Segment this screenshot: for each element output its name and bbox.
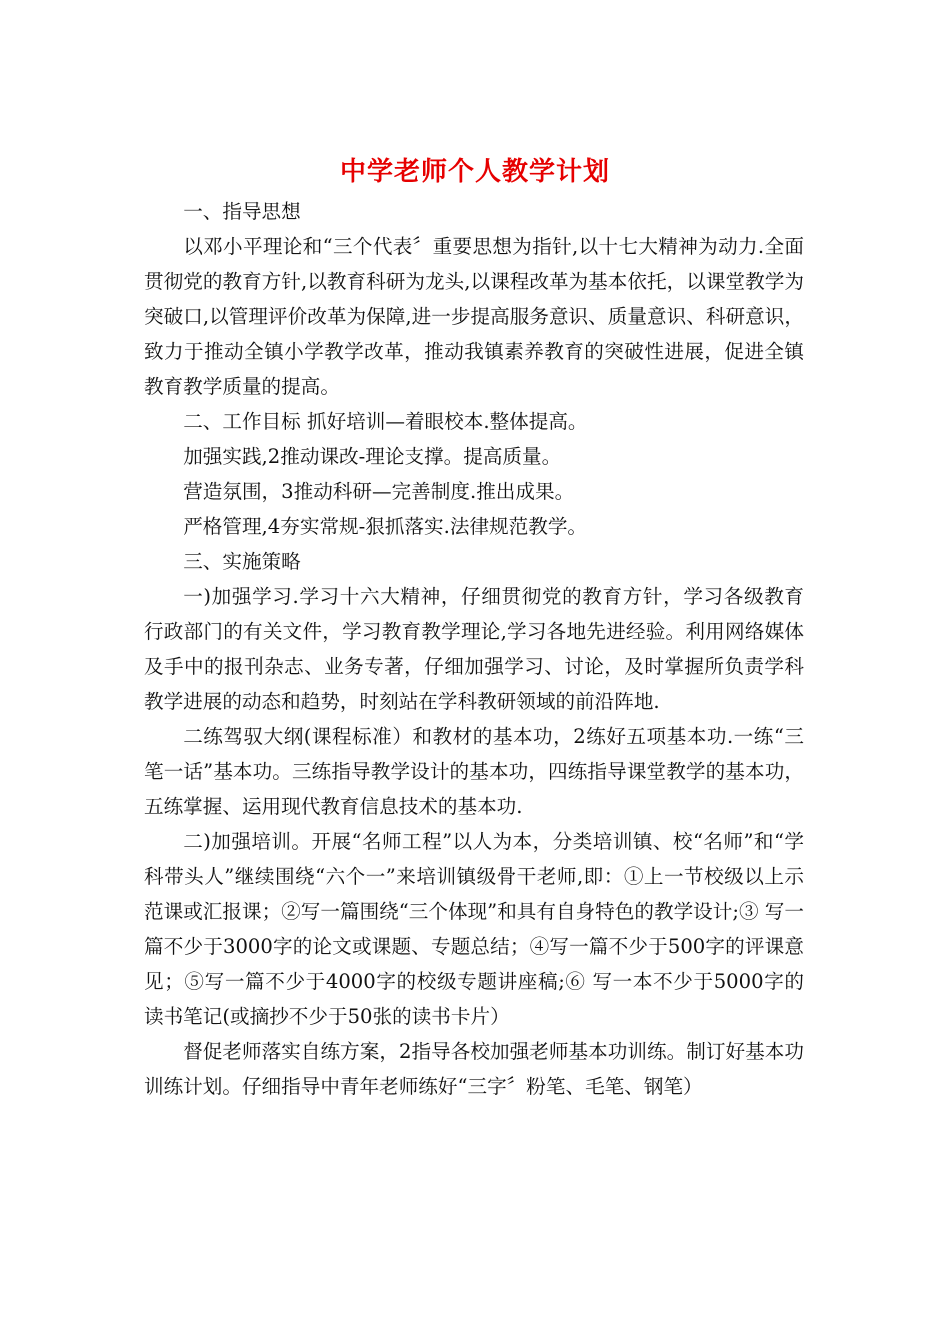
paragraph-self-practice: 督促老师落实自练方案，2指导各校加强老师基本功训练。制订好基本功训练计划。仔细指导中青年老师练好“三字〞粉笔、毛笔、钢笔） bbox=[144, 1040, 804, 1098]
goal-item-2: 加强实践,2推动课改-理论支撑。提高质量。 bbox=[183, 445, 562, 468]
paragraph-strengthen-study: 一)加强学习.学习十六大精神，仔细贯彻党的教育方针，学习各级教育行政部门的有关文件，学习教育教学理论,学习各地先进经验。利用网络媒体及手中的报刊杂志、业务专著，仔细加强学习、讨论，及时掌握所负责学科教学进展的动态和趋势，时刻站在学科教研领域的前沿阵地. bbox=[144, 585, 804, 713]
paragraph-basic-skills: 二练驾驭大纲(课程标准）和教材的基本功，2练好五项基本功.一练“三笔一话”基本功。三练指导教学设计的基本功，四练指导课堂教学的基本功，五练掌握、运用现代教育信息技术的基本功. bbox=[144, 725, 804, 818]
document-title: 中学老师个人教学计划 bbox=[339, 157, 610, 187]
paragraph-strengthen-training: 二)加强培训。开展“名师工程”以人为本，分类培训镇、校“名师”和“学科带头人”继续围绕“六个一”来培训镇级骨干老师,即：①上一节校级以上示范课或汇报课；②写一篇围绕“三个体现”和具有自身特色的教学设计;③ 写一篇不少于3000字的论文或课题、专题总结；④写一篇不少于500字的评课意见；⑤写一篇不少于4000字的校级专题讲座稿;⑥ 写一本不少于5000字的读书笔记(或摘抄不少于50张的读书卡片） bbox=[144, 830, 804, 1028]
goal-item-3: 营造氛围，3推动科研—完善制度.推出成果。 bbox=[183, 480, 575, 503]
goal-item-4: 严格管理,4夯实常规-狠抓落实.法律规范教学。 bbox=[183, 515, 588, 538]
document-body bbox=[144, 194, 804, 1104]
heading-strategies: 三、实施策略 bbox=[183, 550, 301, 573]
paragraph-guiding-thought: 以邓小平理论和“三个代表〞重要思想为指针,以十七大精神为动力.全面贯彻党的教育方针,以教育科研为龙头,以课程改革为基本依托，以课堂教学为突破口,以管理评价改革为保障,进一步提高服务意识、质量意识、科研意识，致力于推动全镇小学教学改革，推动我镇素养教育的突破性进展，促进全镇教育教学质量的提高。 bbox=[144, 235, 804, 398]
heading-guiding-thought: 一、指导思想 bbox=[183, 200, 301, 223]
heading-work-goals: 二、工作目标 抓好培训—着眼校本.整体提高。 bbox=[183, 410, 588, 433]
